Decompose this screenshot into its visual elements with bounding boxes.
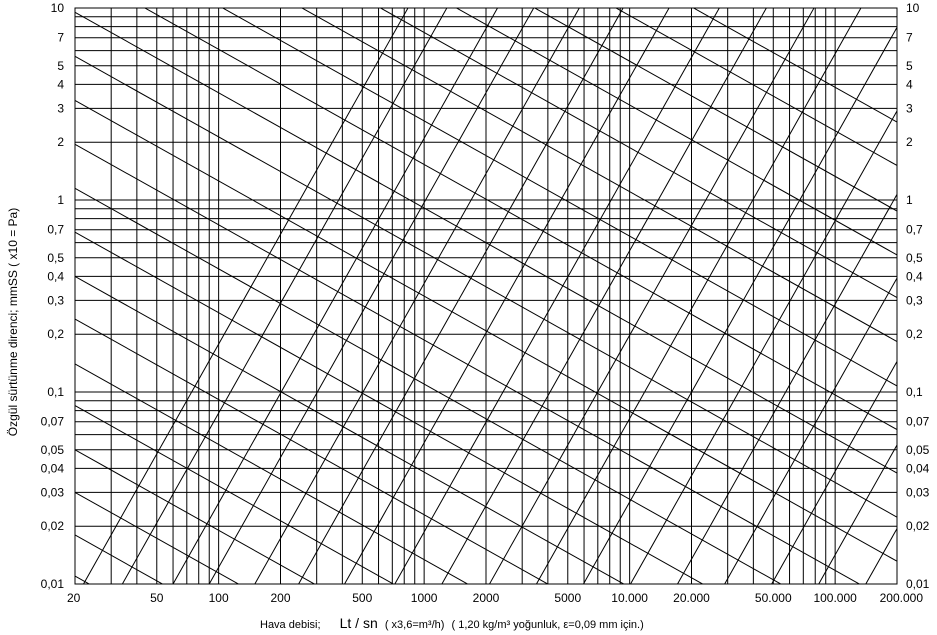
x-tick-labels (67, 591, 923, 605)
y-tick-label-right: 0,2 (906, 327, 923, 342)
y-tick-label-left: 1 (57, 193, 64, 207)
y-tick-label-left: 5 (57, 58, 64, 73)
y-tick-label-left: 0,7 (47, 222, 64, 237)
x-tick-label: 100 (208, 591, 229, 605)
y-tick-label-left: 0,04 (40, 461, 64, 476)
x-tick-label: 500 (352, 591, 373, 605)
y-tick-label-right: 0,03 (906, 485, 930, 500)
y-tick-label-right: 3 (906, 101, 913, 116)
x-tick-label: 50.000 (754, 591, 792, 605)
y-tick-label-left: 0,5 (47, 250, 64, 265)
y-tick-label-right: 2 (906, 135, 913, 150)
y-tick-label-right: 0,05 (906, 442, 930, 457)
y-tick-label-left: 3 (57, 101, 64, 116)
y-tick-label-right: 0,04 (906, 461, 930, 476)
y-tick-label-right: 0,3 (906, 293, 923, 308)
x-tick-label: 50 (150, 591, 164, 605)
x-tick-label: 2000 (472, 591, 500, 605)
y-tick-label-left: 10 (50, 1, 64, 15)
y-tick-label-left: 0,2 (47, 327, 64, 342)
y-tick-label-left: 4 (57, 77, 64, 92)
y-tick-label-right: 0,1 (906, 385, 923, 399)
x-axis-title-conditions: ( 1,20 kg/m³ yoğunluk, ε=0,09 mm için.) (451, 619, 644, 631)
x-tick-label: 200 (270, 591, 291, 605)
y-tick-label-left: 0,1 (47, 385, 64, 399)
y-tick-label-right: 0,07 (906, 414, 930, 429)
y-tick-label-left: 0,05 (40, 442, 64, 457)
y-tick-label-left: 0,4 (47, 269, 64, 284)
y-tick-label-left: 0,02 (40, 519, 64, 534)
x-axis-title (260, 615, 644, 631)
x-axis-title-prefix: Hava debisi; (260, 619, 321, 631)
y-tick-labels-right (906, 1, 930, 591)
y-tick-label-right: 10 (906, 1, 920, 15)
y-tick-label-right: 5 (906, 58, 913, 73)
x-tick-label: 5000 (554, 591, 582, 605)
y-tick-label-right: 4 (906, 77, 913, 92)
y-tick-label-left: 0,03 (40, 485, 64, 500)
x-tick-label: 10.000 (611, 591, 648, 605)
y-tick-label-right: 0,02 (906, 519, 930, 534)
y-axis-title: Özgül sürtünme direnci; mmSS ( x10 = Pa) (6, 207, 20, 437)
y-tick-label-right: 7 (906, 30, 913, 45)
y-tick-label-left: 7 (57, 30, 64, 45)
x-tick-label: 100.000 (813, 591, 857, 605)
x-tick-label: 20 (67, 591, 81, 605)
x-axis-title-conversion: ( x3,6=m³/h) (384, 619, 445, 631)
x-tick-label: 20.000 (673, 591, 710, 605)
y-tick-label-right: 0,7 (906, 222, 923, 237)
x-tick-label: 1000 (410, 591, 438, 605)
y-tick-label-left: 0,3 (47, 293, 64, 308)
y-tick-label-left: 0,07 (40, 414, 64, 429)
y-tick-label-left: 0,01 (40, 577, 64, 591)
y-tick-label-right: 0,4 (906, 269, 923, 284)
y-tick-label-right: 0,01 (906, 577, 930, 591)
x-tick-label: 200.000 (879, 591, 923, 605)
y-tick-label-left: 2 (57, 135, 64, 150)
y-tick-label-right: 1 (906, 193, 913, 207)
y-tick-label-right: 0,5 (906, 250, 923, 265)
x-axis-title-unit: Lt / sn (339, 615, 378, 631)
y-tick-labels-left (41, 1, 65, 591)
